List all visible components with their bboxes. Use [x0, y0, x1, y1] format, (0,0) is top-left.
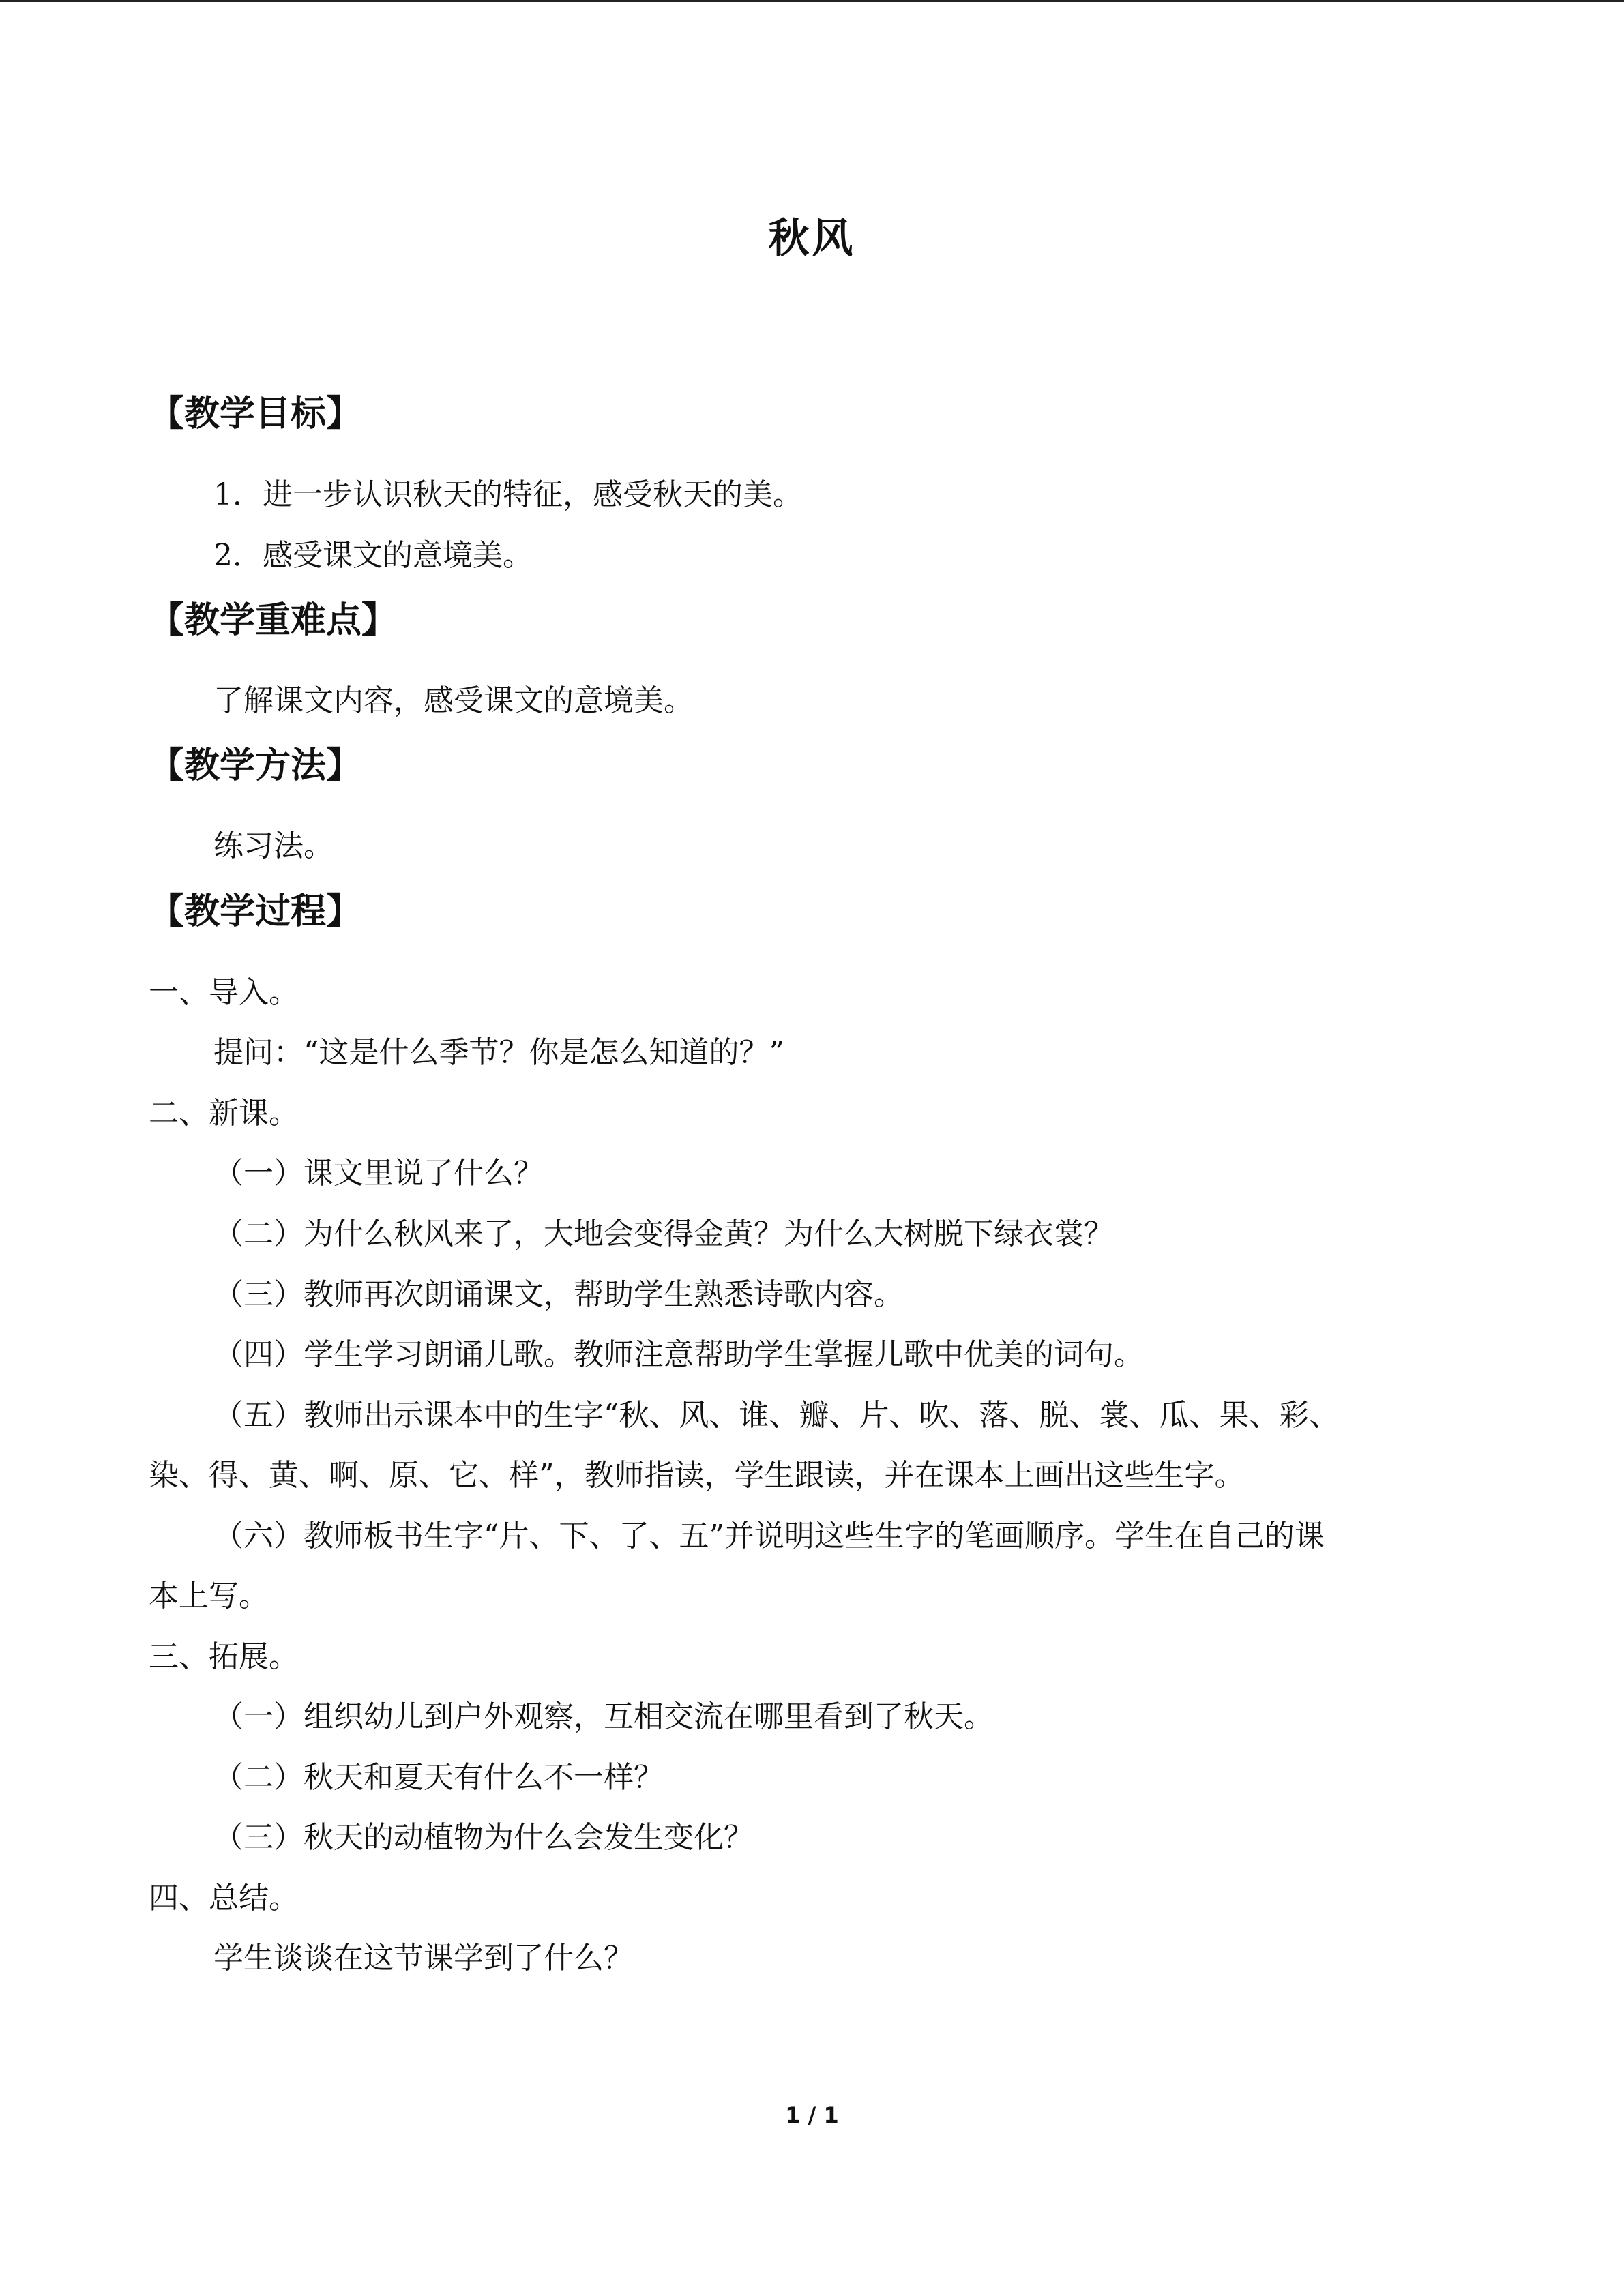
extension-title: 三、拓展。 [149, 1639, 299, 1674]
new-lesson-step-5: （五）教师出示课本中的生字“秋、风、谁、瓣、片、吹、落、脱、裳、瓜、果、彩、 [213, 1398, 1340, 1433]
new-lesson-step-4: （四）学生学习朗诵儿歌。教师注意帮助学生掌握儿歌中优美的词句。 [213, 1337, 1144, 1372]
methods-text: 练习法。 [213, 829, 334, 863]
document-title: 秋风 [768, 215, 856, 263]
new-lesson-step-5-continued: 染、得、黄、啊、原、它、样”，教师指读，学生跟读，并在课本上画出这些生字。 [149, 1458, 1245, 1493]
page-number: 1 / 1 [785, 2102, 839, 2128]
objective-item-1: 1．进一步认识秋天的特征，感受秋天的美。 [213, 477, 803, 512]
key-points-heading: 【教学重难点】 [149, 600, 398, 641]
new-lesson-title: 二、新课。 [149, 1096, 299, 1131]
new-lesson-step-3: （三）教师再次朗诵课文，帮助学生熟悉诗歌内容。 [213, 1277, 904, 1312]
objective-item-2: 2．感受课文的意境美。 [213, 538, 533, 573]
key-points-text: 了解课文内容，感受课文的意境美。 [213, 683, 694, 718]
process-heading: 【教学过程】 [149, 891, 362, 932]
methods-heading: 【教学方法】 [149, 745, 362, 786]
new-lesson-step-1: （一）课文里说了什么？ [213, 1156, 544, 1191]
extension-step-3: （三）秋天的动植物为什么会发生变化？ [213, 1820, 754, 1855]
intro-title: 一、导入。 [149, 975, 299, 1010]
summary-title: 四、总结。 [149, 1881, 299, 1915]
top-border-rule [0, 0, 1624, 2]
objectives-heading: 【教学目标】 [149, 393, 362, 434]
summary-text: 学生谈谈在这节课学到了什么？ [213, 1941, 634, 1976]
new-lesson-step-2: （二）为什么秋风来了，大地会变得金黄？为什么大树脱下绿衣裳？ [213, 1217, 1114, 1251]
new-lesson-step-6: （六）教师板书生字“片、下、了、五”并说明这些生字的笔画顺序。学生在自己的课 [213, 1519, 1325, 1553]
new-lesson-step-6-continued: 本上写。 [149, 1579, 269, 1613]
intro-text: 提问：“这是什么季节？你是怎么知道的？” [213, 1035, 784, 1070]
extension-step-2: （二）秋天和夏天有什么不一样？ [213, 1760, 664, 1795]
extension-step-1: （一）组织幼儿到户外观察，互相交流在哪里看到了秋天。 [213, 1699, 994, 1734]
